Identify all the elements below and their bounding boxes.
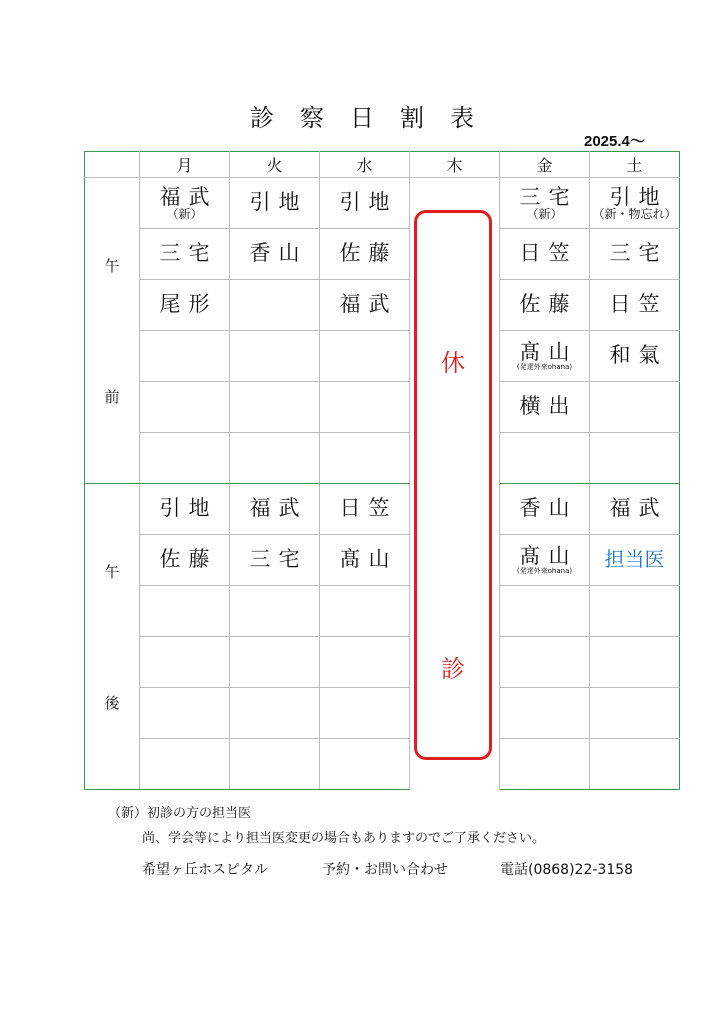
doctor-note: （新） [166, 206, 203, 221]
morning-row [85, 280, 680, 331]
doctor-name: 髙山 [519, 544, 578, 568]
day-header: 土 [590, 152, 680, 178]
period-char: 午 [104, 256, 120, 275]
period-char: 前 [104, 387, 120, 406]
schedule-cell [230, 382, 320, 433]
schedule-cell [500, 433, 590, 484]
schedule-cell [590, 382, 680, 433]
cell-content [500, 242, 589, 266]
note-change: 尚、学会等により担当医変更の場合もありますのでご了承ください。 [142, 831, 546, 846]
schedule-cell [320, 637, 410, 688]
header-row [85, 152, 680, 178]
closed-char-1: 休 [441, 349, 465, 377]
schedule-cell [140, 382, 230, 433]
schedule-cell [590, 178, 680, 229]
cell-content [230, 242, 319, 266]
period-char: 午 [104, 562, 120, 581]
schedule-cell [320, 331, 410, 382]
schedule-table [84, 151, 680, 790]
schedule-cell [230, 178, 320, 229]
schedule-cell [320, 484, 410, 535]
schedule-cell [230, 586, 320, 637]
cell-content [140, 497, 229, 521]
doctor-name: 引地 [159, 496, 218, 520]
doctor-name: 日笠 [609, 292, 668, 316]
cell-content [500, 395, 589, 419]
schedule-cell [140, 688, 230, 739]
schedule-cell [140, 484, 230, 535]
day-header: 木 [410, 152, 500, 178]
cell-content [590, 497, 679, 521]
schedule-cell [320, 280, 410, 331]
morning-row [85, 178, 680, 229]
schedule-cell [590, 586, 680, 637]
schedule-cell [320, 535, 410, 586]
schedule-cell [500, 688, 590, 739]
doctor-name: 福武 [609, 496, 668, 520]
schedule-cell [140, 535, 230, 586]
schedule-cell [230, 484, 320, 535]
cell-content [500, 497, 589, 521]
schedule-cell [140, 433, 230, 484]
doctor-name: 福武 [159, 184, 218, 209]
doctor-name: 和氣 [609, 343, 668, 367]
doctor-name: 香山 [519, 496, 578, 520]
afternoon-period-label [85, 484, 140, 790]
schedule-cell [230, 637, 320, 688]
cell-content [320, 548, 409, 572]
doctor-name: 香山 [249, 241, 308, 265]
cell-content [500, 341, 589, 371]
doctor-name: 佐藤 [339, 241, 398, 265]
schedule-cell [140, 586, 230, 637]
schedule-cell [320, 586, 410, 637]
doctor-name: 佐藤 [519, 292, 578, 316]
schedule-cell [590, 229, 680, 280]
doctor-name: 三宅 [609, 241, 668, 265]
day-header: 月 [140, 152, 230, 178]
doctor-name: 尾形 [159, 292, 218, 316]
cell-content [320, 293, 409, 317]
schedule-cell [500, 229, 590, 280]
cell-content [140, 293, 229, 317]
schedule-cell [590, 688, 680, 739]
schedule-cell [230, 688, 320, 739]
schedule-cell [230, 229, 320, 280]
schedule-cell [230, 535, 320, 586]
schedule-cell [140, 739, 230, 790]
cell-content [140, 186, 229, 221]
doctor-name: 担当医 [604, 547, 665, 571]
afternoon-row [85, 739, 680, 790]
schedule-cell [140, 637, 230, 688]
day-header: 金 [500, 152, 590, 178]
schedule-cell [590, 484, 680, 535]
schedule-cell [590, 739, 680, 790]
page-title: 診察日割表 [250, 104, 500, 132]
afternoon-row [85, 586, 680, 637]
doctor-name: 髙山 [339, 547, 398, 571]
schedule-cell [590, 331, 680, 382]
doctor-name: 三宅 [249, 547, 308, 571]
cell-content [320, 497, 409, 521]
cell-content [590, 293, 679, 317]
schedule-cell [230, 280, 320, 331]
morning-row [85, 331, 680, 382]
schedule-cell [230, 331, 320, 382]
doctor-name: 日笠 [519, 241, 578, 265]
doctor-name: 横出 [519, 394, 578, 418]
cell-content [230, 548, 319, 572]
schedule-cell [140, 280, 230, 331]
cell-content [500, 293, 589, 317]
doctor-name: 髙山 [519, 340, 578, 364]
afternoon-row [85, 535, 680, 586]
doctor-name: 引地 [249, 190, 308, 214]
afternoon-row [85, 484, 680, 535]
cell-content [590, 242, 679, 266]
schedule-cell [500, 382, 590, 433]
effective-date: 2025.4～ [584, 133, 645, 150]
doctor-name: 佐藤 [159, 547, 218, 571]
cell-content [590, 344, 679, 368]
schedule-cell [320, 688, 410, 739]
schedule-cell [230, 739, 320, 790]
note-new-patient: （新）初診の方の担当医 [108, 806, 252, 821]
morning-period-label [85, 178, 140, 484]
schedule-cell [500, 280, 590, 331]
schedule-cell [320, 229, 410, 280]
cell-content [230, 497, 319, 521]
morning-row [85, 433, 680, 484]
cell-content [320, 242, 409, 266]
day-header: 水 [320, 152, 410, 178]
contact-label: 予約・お問い合わせ [322, 862, 448, 878]
schedule-cell [230, 433, 320, 484]
afternoon-row [85, 688, 680, 739]
schedule-cell [140, 178, 230, 229]
schedule-cell [590, 280, 680, 331]
schedule-cell [590, 637, 680, 688]
schedule-cell [590, 535, 680, 586]
schedule-cell [140, 331, 230, 382]
phone-number: 電話(0868)22-3158 [500, 862, 634, 878]
doctor-name: 三宅 [159, 241, 218, 265]
schedule-cell [140, 229, 230, 280]
cell-content [500, 186, 589, 221]
doctor-name: 引地 [339, 190, 398, 214]
doctor-note: （新・物忘れ） [592, 206, 677, 221]
schedule-cell [320, 382, 410, 433]
morning-row [85, 382, 680, 433]
closed-char-2: 診 [441, 655, 465, 683]
schedule-cell [500, 331, 590, 382]
cell-content [140, 548, 229, 572]
schedule-cell [320, 178, 410, 229]
morning-row [85, 229, 680, 280]
cell-content [140, 242, 229, 266]
afternoon-row [85, 637, 680, 688]
hospital-name: 希望ヶ丘ホスピタル [142, 862, 268, 878]
cell-content [230, 191, 319, 215]
doctor-name: 福武 [339, 292, 398, 316]
schedule-cell [500, 739, 590, 790]
schedule-cell [500, 637, 590, 688]
schedule-cell [590, 433, 680, 484]
schedule-cell [500, 535, 590, 586]
doctor-note: （新） [526, 206, 563, 221]
doctor-name: 福武 [249, 496, 308, 520]
doctor-name: 引地 [609, 184, 668, 209]
period-char: 後 [104, 693, 120, 712]
day-header: 火 [230, 152, 320, 178]
schedule-cell [500, 586, 590, 637]
doctor-name: 三宅 [519, 184, 578, 209]
schedule-cell [500, 484, 590, 535]
doctor-note: (発達外来ohana) [516, 567, 573, 575]
cell-content [500, 545, 589, 575]
closed-thursday-box [414, 210, 492, 760]
doctor-name: 日笠 [339, 496, 398, 520]
schedule-cell [320, 433, 410, 484]
doctor-note: (発達外来ohana) [516, 363, 573, 371]
cell-content [320, 191, 409, 215]
schedule-cell [320, 739, 410, 790]
corner-cell [85, 152, 140, 178]
cell-content [590, 548, 679, 572]
cell-content [590, 186, 679, 221]
schedule-cell [500, 178, 590, 229]
